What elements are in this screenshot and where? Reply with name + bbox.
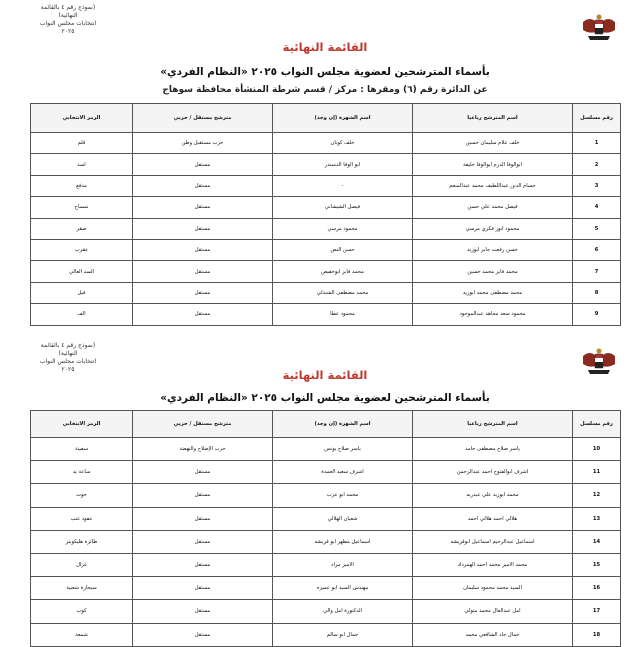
list-title: القائمة النهائية — [282, 40, 368, 54]
eagle-emblem-icon — [580, 12, 618, 42]
symbol-cell: الف — [31, 304, 133, 325]
header-party: مترشح مستقل / حزبي — [133, 411, 273, 438]
candidate-name-cell: محمد فايز محمد حسين — [413, 261, 573, 282]
fame-name-cell: الامير مراد — [273, 553, 413, 576]
serial-cell: 8 — [573, 282, 621, 303]
fame-name-cell: الدكتورة امل والي — [273, 600, 413, 623]
table-row — [31, 154, 621, 175]
fame-name-cell: حسن النص — [273, 239, 413, 260]
table-row — [31, 261, 621, 282]
table-row — [31, 600, 621, 623]
table-row — [31, 175, 621, 196]
header-name: اسم المترشح رباعيا — [413, 411, 573, 438]
fame-name-cell: خلف كوبان — [273, 133, 413, 154]
annex-label — [34, 4, 102, 36]
symbol-cell: كوب — [31, 600, 133, 623]
party-cell: مستقل — [133, 461, 273, 484]
candidate-name-cell: اسماعيل عبدالرحيم اسماعيل ابوقريشه — [413, 530, 573, 553]
serial-cell: 2 — [573, 154, 621, 175]
serial-cell: 9 — [573, 304, 621, 325]
serial-cell: 15 — [573, 553, 621, 576]
candidates-table — [30, 103, 621, 326]
candidate-name-cell: امل عبدالعال محمد متولي — [413, 600, 573, 623]
candidates-table — [30, 410, 621, 647]
fame-name-cell: محمد مصطفى الشندلي — [273, 282, 413, 303]
party-cell: مستقل — [133, 218, 273, 239]
header-party: مترشح مستقل / حزبي — [133, 104, 273, 133]
symbol-cell: سفينة — [31, 438, 133, 461]
party-cell: مستقل — [133, 154, 273, 175]
symbol-cell: صقر — [31, 218, 133, 239]
serial-cell: 16 — [573, 577, 621, 600]
header-serial: رقم مسلسل — [573, 411, 621, 438]
header-symbol: الرمز الانتخابي — [31, 411, 133, 438]
party-cell: مستقل — [133, 175, 273, 196]
party-cell: مستقل — [133, 530, 273, 553]
party-cell: حزب الإصلاح والنهضة — [133, 438, 273, 461]
party-cell: حزب مستقبل وطن — [133, 133, 273, 154]
fame-name-cell: شعبان الهلالي — [273, 507, 413, 530]
table-row — [31, 133, 621, 154]
party-cell: مستقل — [133, 600, 273, 623]
serial-cell: 4 — [573, 197, 621, 218]
annex-line: انتخابات مجلس النواب ٢٠٢٥ — [39, 358, 97, 373]
fame-name-cell: - — [273, 175, 413, 196]
party-cell: مستقل — [133, 577, 273, 600]
serial-cell: 7 — [573, 261, 621, 282]
candidate-name-cell: جمال جاد الشافعي محمد — [413, 623, 573, 646]
table-header-row — [31, 411, 621, 438]
list-subtitle: بأسماء المترشحين لعضوية مجلس النواب ٢٠٢٥ «النظام الفردي» — [160, 392, 490, 404]
symbol-cell: عقود عنب — [31, 507, 133, 530]
serial-cell: 11 — [573, 461, 621, 484]
header-serial: رقم مسلسل — [573, 104, 621, 133]
symbol-cell: ساعة يد — [31, 461, 133, 484]
table-row — [31, 484, 621, 507]
party-cell: مستقل — [133, 197, 273, 218]
page-1 — [30, 0, 620, 335]
table-row — [31, 438, 621, 461]
serial-cell: 10 — [573, 438, 621, 461]
party-cell: مستقل — [133, 304, 273, 325]
list-title: القائمة النهائية — [282, 368, 368, 382]
table-body — [31, 133, 621, 326]
symbol-cell: حوت — [31, 484, 133, 507]
district-line: عن الدائرة رقم (٦) ومقرها : مركز / قسم شرطة المنشأة محافظة سوهاج — [162, 85, 488, 95]
candidate-name-cell: محمد مصطفى محمد ابوزيد — [413, 282, 573, 303]
fame-name-cell: محمد ابو عزب — [273, 484, 413, 507]
symbol-cell: تمساح — [31, 197, 133, 218]
serial-cell: 5 — [573, 218, 621, 239]
candidate-name-cell: ابوالوفا الدرم ابوالوفا خليفة — [413, 154, 573, 175]
annex-line: (نموذج رقم ٤ بالقائمة النهائية) — [40, 4, 96, 19]
serial-cell: 6 — [573, 239, 621, 260]
party-cell: مستقل — [133, 239, 273, 260]
fame-name-cell: محمد فايز ابوحفيص — [273, 261, 413, 282]
party-cell: مستقل — [133, 623, 273, 646]
party-cell: مستقل — [133, 507, 273, 530]
symbol-cell: طائرة هليكوبتر — [31, 530, 133, 553]
serial-cell: 12 — [573, 484, 621, 507]
candidate-name-cell: اشرف ابوالفتوح احمد عبدالرحمن — [413, 461, 573, 484]
candidate-name-cell: حسن رفعت جابر ابوزيد — [413, 239, 573, 260]
table-row — [31, 530, 621, 553]
symbol-cell: سيجارة شعبية — [31, 577, 133, 600]
candidate-name-cell: السيد محمد محمود سليمان — [413, 577, 573, 600]
fame-name-cell: ابو الوفا الدسندر — [273, 154, 413, 175]
candidate-name-cell: محمود انور فكري مرسي — [413, 218, 573, 239]
table-row — [31, 553, 621, 576]
symbol-cell: اسد — [31, 154, 133, 175]
table-header-row — [31, 104, 621, 133]
symbol-cell: عقرب — [31, 239, 133, 260]
candidate-name-cell: هلالي احمد هلالي احمد — [413, 507, 573, 530]
candidate-name-cell: فيصل محمد علي حسن — [413, 197, 573, 218]
party-cell: مستقل — [133, 553, 273, 576]
candidate-name-cell: حسام الدين عبداللطيف محمد عبدالمنعم — [413, 175, 573, 196]
candidate-name-cell: محمد الامير محمد احمد الهمرداد — [413, 553, 573, 576]
table-row — [31, 507, 621, 530]
header-fame: اسم الشهرة (إن وجد) — [273, 104, 413, 133]
symbol-cell: فيل — [31, 282, 133, 303]
fame-name-cell: مهندس السيد ابو عميره — [273, 577, 413, 600]
candidate-name-cell: خلف علام سليمان حسين — [413, 133, 573, 154]
table-row — [31, 461, 621, 484]
header-fame: اسم الشهرة (إن وجد) — [273, 411, 413, 438]
fame-name-cell: اسماعيل مظهر ابو قريشه — [273, 530, 413, 553]
symbol-cell: غزال — [31, 553, 133, 576]
serial-cell: 3 — [573, 175, 621, 196]
fame-name-cell: محمود مرسي — [273, 218, 413, 239]
table-row — [31, 239, 621, 260]
serial-cell: 14 — [573, 530, 621, 553]
header-name: اسم المترشح رباعيا — [413, 104, 573, 133]
fame-name-cell: فيصل الشيشاني — [273, 197, 413, 218]
header-symbol: الرمز الانتخابي — [31, 104, 133, 133]
party-cell: مستقل — [133, 484, 273, 507]
serial-cell: 13 — [573, 507, 621, 530]
annex-line: انتخابات مجلس النواب ٢٠٢٥ — [39, 20, 97, 35]
serial-cell: 17 — [573, 600, 621, 623]
list-subtitle: بأسماء المترشحين لعضوية مجلس النواب ٢٠٢٥ «النظام الفردي» — [160, 66, 490, 78]
fame-name-cell: اشرف سعيد العمدة — [273, 461, 413, 484]
candidate-name-cell: محمد ابوزيد علي عبدربه — [413, 484, 573, 507]
fame-name-cell: جمال ابو سالم — [273, 623, 413, 646]
party-cell: مستقل — [133, 261, 273, 282]
candidate-name-cell: ياسر صلاح مصطفى حامد — [413, 438, 573, 461]
table-row — [31, 304, 621, 325]
party-cell: مستقل — [133, 282, 273, 303]
annex-line: (نموذج رقم ٤ بالقائمة النهائية) — [40, 342, 96, 357]
symbol-cell: قلم — [31, 133, 133, 154]
table-body — [31, 438, 621, 647]
symbol-cell: السد العالي — [31, 261, 133, 282]
page-2 — [30, 338, 620, 638]
fame-name-cell: ياسر صلاح يونس — [273, 438, 413, 461]
table-row — [31, 218, 621, 239]
table-row — [31, 577, 621, 600]
table-row — [31, 282, 621, 303]
fame-name-cell: محمود عطا — [273, 304, 413, 325]
serial-cell: 18 — [573, 623, 621, 646]
candidate-name-cell: محمود سعد مجاهد عبدالموجود — [413, 304, 573, 325]
table-row — [31, 197, 621, 218]
symbol-cell: شمعة — [31, 623, 133, 646]
serial-cell: 1 — [573, 133, 621, 154]
symbol-cell: مدفع — [31, 175, 133, 196]
